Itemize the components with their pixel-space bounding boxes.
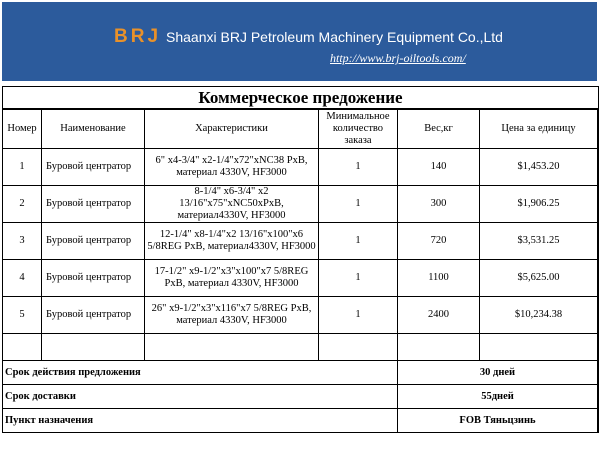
product-specs: 17-1/2" x9-1/2"x3"x100"x7 5/8REG PxB, материал 4330V, HF3000 bbox=[145, 260, 319, 297]
weight-kg: 300 bbox=[398, 186, 480, 223]
table-header-row bbox=[3, 110, 598, 149]
offer-table bbox=[2, 109, 598, 433]
product-name: Буровой центратор bbox=[42, 149, 145, 186]
unit-price: $1,906.25 bbox=[480, 186, 598, 223]
table-row bbox=[3, 149, 598, 186]
weight-kg: 2400 bbox=[398, 297, 480, 334]
delivery-time-row bbox=[3, 385, 598, 409]
table-row bbox=[3, 260, 598, 297]
destination-row bbox=[3, 409, 598, 433]
brand bbox=[114, 26, 503, 48]
column-header-moq: Минимальное количество заказа bbox=[319, 110, 398, 149]
page-title: Коммерческое предожение bbox=[3, 87, 598, 109]
empty-row bbox=[3, 334, 598, 361]
empty-cell bbox=[3, 334, 42, 361]
offer-validity-label: Срок действия предложения bbox=[3, 361, 398, 385]
row-number: 4 bbox=[3, 260, 42, 297]
company-banner bbox=[2, 2, 597, 81]
offer-sheet bbox=[2, 86, 599, 433]
product-specs: 6" x4-3/4" x2-1/4"x72"xNC38 PxB, материал 4330V, HF3000 bbox=[145, 149, 319, 186]
min-order-qty: 1 bbox=[319, 223, 398, 260]
product-name: Буровой центратор bbox=[42, 297, 145, 334]
product-specs: 26" x9-1/2"x3"x116"x7 5/8REG PxB, материал 4330V, HF3000 bbox=[145, 297, 319, 334]
column-header-name: Наименование bbox=[42, 110, 145, 149]
offer-validity-row bbox=[3, 361, 598, 385]
unit-price: $1,453.20 bbox=[480, 149, 598, 186]
table-row bbox=[3, 223, 598, 260]
weight-kg: 140 bbox=[398, 149, 480, 186]
table-row bbox=[3, 186, 598, 223]
min-order-qty: 1 bbox=[319, 149, 398, 186]
delivery-time-label: Срок доставки bbox=[3, 385, 398, 409]
column-header-number: Номер bbox=[3, 110, 42, 149]
row-number: 5 bbox=[3, 297, 42, 334]
empty-cell bbox=[480, 334, 598, 361]
empty-cell bbox=[145, 334, 319, 361]
min-order-qty: 1 bbox=[319, 297, 398, 334]
row-number: 2 bbox=[3, 186, 42, 223]
row-number: 3 bbox=[3, 223, 42, 260]
product-name: Буровой центратор bbox=[42, 186, 145, 223]
unit-price: $10,234.38 bbox=[480, 297, 598, 334]
offer-validity-value: 30 дней bbox=[398, 361, 598, 385]
empty-cell bbox=[319, 334, 398, 361]
empty-cell bbox=[42, 334, 145, 361]
delivery-time-value: 55дней bbox=[398, 385, 598, 409]
destination-value: FOB Тяньцзинь bbox=[398, 409, 598, 433]
weight-kg: 720 bbox=[398, 223, 480, 260]
column-header-weight: Вес,кг bbox=[398, 110, 480, 149]
column-header-price: Цена за единицу bbox=[480, 110, 598, 149]
empty-cell bbox=[398, 334, 480, 361]
table-row bbox=[3, 297, 598, 334]
min-order-qty: 1 bbox=[319, 186, 398, 223]
product-specs: 12-1/4" x8-1/4"x2 13/16"x100"x6 5/8REG PxB, материал4330V, HF3000 bbox=[145, 223, 319, 260]
destination-label: Пункт назначения bbox=[3, 409, 398, 433]
website-link[interactable]: http://www.brj-oiltools.com/ bbox=[330, 51, 466, 65]
brj-logo: BRJ bbox=[114, 26, 162, 47]
product-specs: 8-1/4" x6-3/4" x2 13/16"x75"xNC50xPxB, материал4330V, HF3000 bbox=[145, 186, 319, 223]
min-order-qty: 1 bbox=[319, 260, 398, 297]
unit-price: $5,625.00 bbox=[480, 260, 598, 297]
product-name: Буровой центратор bbox=[42, 223, 145, 260]
product-name: Буровой центратор bbox=[42, 260, 145, 297]
row-number: 1 bbox=[3, 149, 42, 186]
column-header-specs: Характеристики bbox=[145, 110, 319, 149]
weight-kg: 1100 bbox=[398, 260, 480, 297]
company-name: Shaanxi BRJ Petroleum Machinery Equipment Co.,Ltd bbox=[166, 29, 503, 45]
unit-price: $3,531.25 bbox=[480, 223, 598, 260]
